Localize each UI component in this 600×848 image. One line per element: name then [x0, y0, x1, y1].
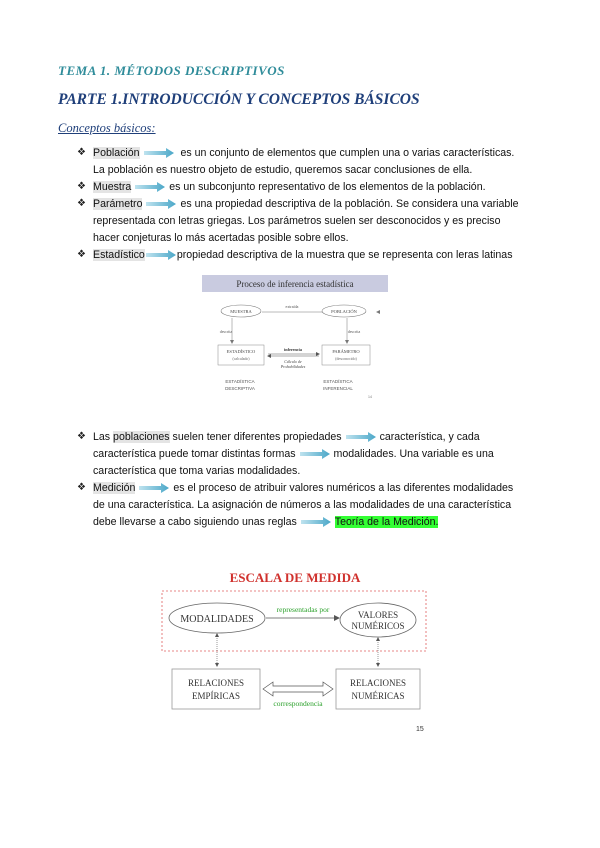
- arrow-icon: [139, 483, 169, 493]
- bullet-poblaciones-cont: característica que toma varias modalidades.: [93, 465, 301, 477]
- bullet-icon: ❖: [77, 147, 86, 158]
- edge-label: descrita: [219, 329, 233, 334]
- parameter-node: [322, 345, 370, 365]
- inference-process-figure: [202, 275, 388, 405]
- relaciones-numericas-node: [336, 669, 420, 709]
- bullet-text: modalidades. Una variable es una: [333, 448, 494, 460]
- edge-label: Cálculo de: [284, 359, 302, 364]
- highlight-teoria-medicion: Teoría de la Medición.: [334, 516, 439, 528]
- term-estadistico: Estadístico: [93, 249, 145, 261]
- bullet-parametro: [93, 197, 519, 211]
- node-label: MODALIDADES: [180, 614, 254, 625]
- arrow-icon: [144, 148, 174, 158]
- caption-label: INFERENCIAL: [323, 386, 353, 391]
- term-poblacion: Población: [93, 147, 140, 159]
- node-label: RELACIONES: [188, 678, 244, 688]
- relaciones-empiricas-node: [172, 669, 260, 709]
- bullet-icon: ❖: [77, 482, 86, 493]
- node-label: NUMÉRICOS: [351, 621, 405, 631]
- statistic-node: [218, 345, 264, 365]
- arrow-icon: [146, 199, 176, 209]
- bullet-text: característica, y cada: [379, 431, 480, 443]
- bullet-text: es una propiedad descriptiva de la población. Se considera una variable: [180, 198, 519, 210]
- term-muestra: Muestra: [93, 181, 132, 193]
- node-label: NUMÉRICAS: [351, 691, 405, 701]
- bullet-muestra: [93, 180, 486, 194]
- bullet-medicion-cont: de una característica. La asignación de números a las modalidades de una característica: [93, 499, 512, 511]
- edge-label: extraída: [285, 304, 299, 309]
- term-medicion: Medición: [93, 482, 136, 494]
- bullet-text: suelen tener diferentes propiedades: [172, 431, 342, 443]
- bullet-medicion-cont: [93, 515, 438, 529]
- bullet-parametro-cont: representada con letras griegas. Los parámetros suelen ser desconocidos y es preciso: [93, 215, 501, 227]
- bullet-icon: ❖: [77, 249, 86, 260]
- arrow-icon: [300, 449, 330, 459]
- bullet-poblaciones-cont: [93, 447, 494, 461]
- bullet-icon: ❖: [77, 431, 86, 442]
- bullet-text: Las: [93, 431, 111, 443]
- bullet-text: es un conjunto de elementos que cumplen una o varias características.: [180, 147, 515, 159]
- edge-label: inferencia: [284, 347, 302, 352]
- bullet-poblacion-cont: La población es nuestro objeto de estudio, queremos sacar conclusiones de ella.: [93, 164, 473, 176]
- double-arrow-icon: [263, 682, 333, 696]
- edge-label: descrita: [347, 329, 361, 334]
- figure-title: Proceso de inferencia estadística: [236, 279, 354, 289]
- bullet-text: característica puede tomar distintas formas: [93, 448, 296, 460]
- term-poblaciones: poblaciones: [113, 431, 170, 443]
- arrow-icon: [301, 517, 331, 527]
- part-title: PARTE 1.INTRODUCCIÓN Y CONCEPTOS BÁSICOS: [58, 91, 420, 108]
- node-label: POBLACIÓN: [331, 309, 357, 314]
- term-parametro: Parámetro: [93, 198, 143, 210]
- bullet-parametro-cont: hacer conjeturas lo más acertadas posible sobre ellos.: [93, 232, 349, 244]
- bullet-medicion: [93, 481, 513, 495]
- topic-title: TEMA 1. MÉTODOS DESCRIPTIVOS: [58, 63, 285, 78]
- arrow-icon: [135, 182, 165, 192]
- node-label: EMPÍRICAS: [191, 691, 241, 701]
- node-label: RELACIONES: [350, 678, 406, 688]
- node-label: (desconocido): [335, 357, 357, 361]
- arrow-icon: [346, 432, 376, 442]
- edge-label: correspondencia: [273, 699, 323, 708]
- caption-label: ESTADÍSTICA: [323, 379, 353, 384]
- bullet-text: debe llevarse a cabo siguiendo unas reglas: [93, 516, 297, 528]
- measurement-scale-figure: [160, 566, 430, 736]
- bullet-poblacion: [93, 146, 514, 160]
- node-label: MUESTRA: [230, 309, 252, 314]
- node-label: PARÁMETRO: [332, 349, 360, 354]
- arrow-icon: [146, 250, 176, 260]
- section-heading: Conceptos básicos:: [58, 121, 156, 135]
- bullet-icon: ❖: [77, 181, 86, 192]
- valores-node: [340, 603, 416, 637]
- bullet-text: es un subconjunto representativo de los elementos de la población.: [169, 181, 486, 193]
- bullet-text: es el proceso de atribuir valores numéricos a las diferentes modalidades: [173, 482, 514, 494]
- node-label: VALORES: [357, 610, 399, 620]
- caption-label: ESTADÍSTICA: [225, 379, 255, 384]
- page-number: 15: [416, 726, 424, 733]
- edge-label: Probabilidades: [280, 364, 306, 369]
- figure-title: ESCALA DE MEDIDA: [229, 570, 361, 585]
- bullet-poblaciones: [93, 430, 480, 444]
- edge-label: representadas por: [276, 605, 330, 614]
- bullet-icon: ❖: [77, 198, 86, 209]
- node-label: (calculado): [232, 357, 250, 361]
- figure-page-number: 14: [368, 395, 372, 399]
- bullet-text: propiedad descriptiva de la muestra que se representa con leras latinas: [176, 249, 513, 261]
- caption-label: DESCRIPTIVA: [225, 386, 255, 391]
- node-label: ESTADÍSTICO: [226, 349, 256, 354]
- bullet-estadistico: [93, 248, 513, 262]
